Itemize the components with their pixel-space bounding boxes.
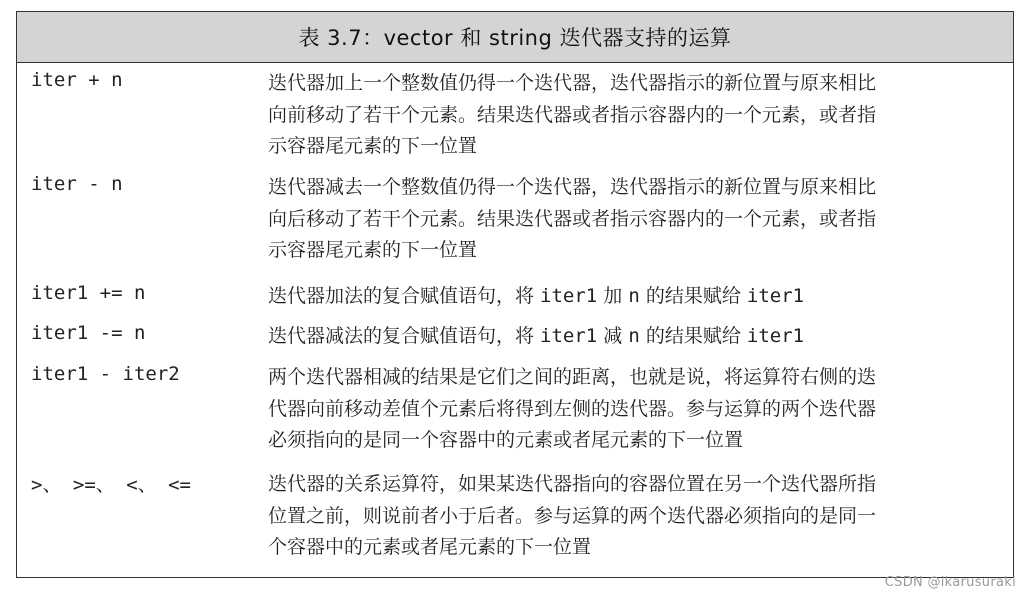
description-line: 迭代器减去一个整数值仍得一个迭代器，迭代器指示的新位置与原来相比 (268, 176, 877, 198)
description-line: 示容器尾元素的下一位置 (268, 135, 478, 157)
description-text: 减 (597, 325, 629, 347)
watermark: CSDN @ikarusuraki (884, 575, 1016, 590)
description-line: 迭代器加上一个整数值仍得一个迭代器，迭代器指示的新位置与原来相比 (268, 72, 877, 94)
description-cell (268, 321, 1003, 353)
code-token: n (628, 325, 640, 347)
description-line: 个容器中的元素或者尾元素的下一位置 (268, 536, 592, 558)
code-token: n (628, 285, 640, 307)
operation-cell: iter1 - iter2 (31, 363, 180, 385)
description-line: 必须指向的是同一个容器中的元素或者尾元素的下一位置 (268, 429, 744, 451)
code-token: iter1 (540, 285, 598, 307)
code-token: iter1 (746, 325, 805, 347)
description-line: 迭代器的关系运算符，如果某迭代器指向的容器位置在另一个迭代器所指 (268, 473, 877, 495)
operation-cell: >、 >=、 <、 <= (31, 474, 191, 496)
code-token: iter1 (540, 325, 598, 347)
description-line: 向后移动了若干个元素。结果迭代器或者指示容器内的一个元素，或者指 (268, 207, 877, 230)
description-line: 向前移动了若干个元素。结果迭代器或者指示容器内的一个元素，或者指 (268, 103, 877, 126)
description-cell (268, 281, 1003, 313)
description-line: 代器向前移动差值个元素后将得到左侧的迭代器。参与运算的两个迭代器 (268, 397, 877, 420)
description-cell (268, 362, 1003, 457)
description-cell (268, 68, 1003, 163)
operations-table (16, 11, 1014, 578)
description-text: 迭代器减法的复合赋值语句，将 (268, 325, 541, 347)
description-cell (268, 172, 1003, 267)
description-text: 的结果赋给 (639, 285, 747, 307)
table-caption: 表 3.7：vector 和 string 迭代器支持的运算 (17, 12, 1013, 63)
description-line: 示容器尾元素的下一位置 (268, 239, 478, 261)
description-text: 的结果赋给 (639, 325, 747, 347)
operation-cell: iter + n (31, 69, 123, 91)
operation-cell: iter - n (31, 173, 123, 195)
description-line: 位置之前，则说前者小于后者。参与运算的两个迭代器必须指向的是同一 (268, 504, 877, 527)
description-cell (268, 469, 1003, 564)
description-text: 迭代器加法的复合赋值语句，将 (268, 285, 541, 307)
description-text: 加 (597, 285, 629, 307)
description-line (268, 321, 1003, 353)
code-token: iter1 (746, 285, 805, 307)
description-line (268, 281, 1003, 313)
operation-cell: iter1 += n (31, 282, 146, 304)
operation-cell: iter1 -= n (31, 322, 146, 344)
description-line: 两个迭代器相减的结果是它们之间的距离，也就是说，将运算符右侧的迭 (268, 366, 877, 388)
